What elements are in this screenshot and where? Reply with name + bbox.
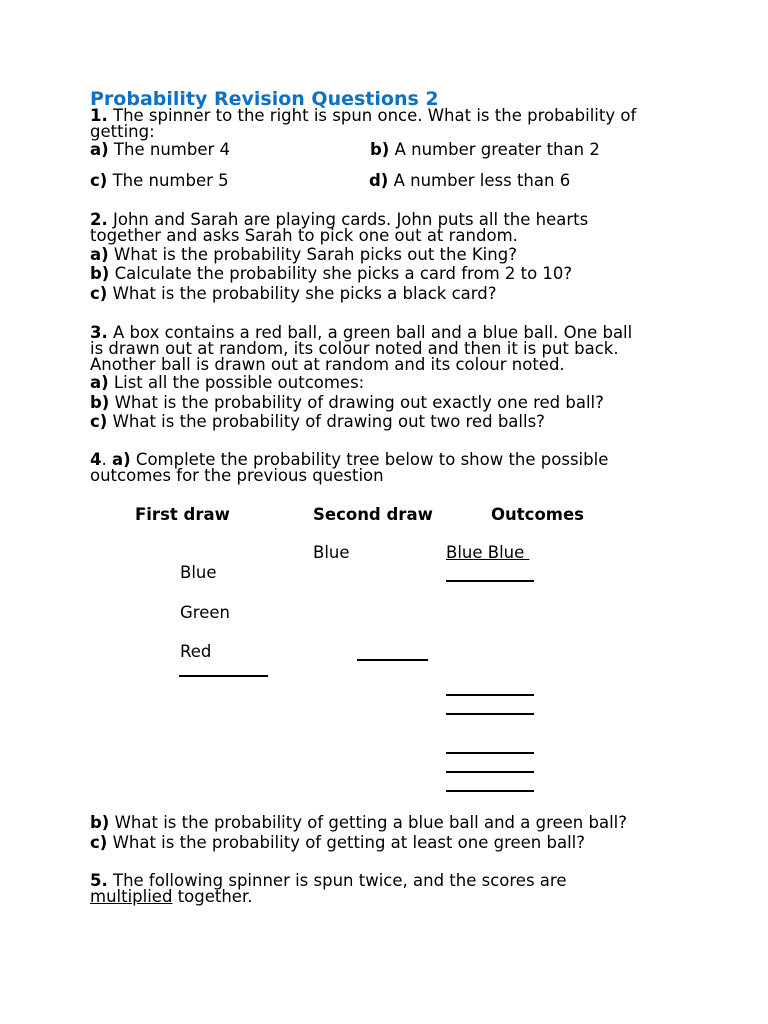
tree-first-blue: Blue — [180, 563, 217, 582]
q2-part-b — [90, 265, 572, 282]
q3-number: 3. — [90, 323, 108, 342]
q3-c-label: c) — [90, 412, 108, 431]
tree-outcome-blue-blue: Blue Blue — [446, 543, 530, 562]
q4-part-c — [90, 834, 585, 851]
q3-text-line1: A box contains a red ball, a green ball and a blue ball. One ball — [107, 323, 633, 342]
q4-c-label: c) — [90, 833, 108, 852]
tree-first-green: Green — [180, 603, 230, 622]
q1-text-line2: getting: — [90, 122, 155, 141]
q3-part-c — [90, 413, 545, 430]
q2-a-text: What is the probability Sarah picks out the King? — [108, 245, 517, 264]
q2-part-c — [90, 285, 496, 302]
q4-dot: . — [101, 450, 112, 469]
q1-c-text: The number 5 — [107, 171, 229, 190]
q3-text-line2: is drawn out at random, its colour noted and then it is put back. — [90, 339, 619, 358]
q1-a-text: The number 4 — [108, 140, 231, 159]
answer-blank — [446, 713, 534, 715]
tree-header-outcomes: Outcomes — [491, 505, 584, 524]
q1-d-text: A number less than 6 — [388, 171, 571, 190]
q1-part-a — [90, 141, 230, 158]
q2-c-label: c) — [90, 284, 108, 303]
page-title: Probability Revision Questions 2 — [90, 88, 439, 110]
q4-b-label: b) — [90, 813, 110, 832]
q3-a-text: List all the possible outcomes: — [108, 373, 365, 392]
q2-c-text: What is the probability she picks a black card? — [107, 284, 497, 303]
q3-c-text: What is the probability of drawing out two red balls? — [107, 412, 545, 431]
q2-b-label: b) — [90, 264, 110, 283]
q5-text-line2: together. — [172, 887, 253, 906]
answer-blank — [446, 694, 534, 696]
q4-number: 4 — [90, 450, 102, 469]
q5-underlined-word: multiplied — [90, 887, 173, 906]
q3-text-line3: Another ball is drawn out at random and its colour noted. — [90, 355, 565, 374]
q2-text-line1: John and Sarah are playing cards. John puts all the hearts — [107, 210, 589, 229]
q2-number: 2. — [90, 210, 108, 229]
q3-b-label: b) — [90, 393, 110, 412]
q5-stem-line2 — [90, 888, 252, 905]
tree-header-first-draw: First draw — [135, 505, 230, 524]
q1-text-line1: The spinner to the right is spun once. What is the probability of — [107, 106, 637, 125]
q1-stem-line1 — [90, 107, 636, 124]
q4-part-b — [90, 814, 627, 831]
q1-part-d — [369, 172, 570, 189]
q1-b-text: A number greater than 2 — [389, 140, 600, 159]
q1-part-c — [90, 172, 229, 189]
answer-blank — [357, 659, 428, 661]
q3-b-text: What is the probability of drawing out exactly one red ball? — [109, 393, 604, 412]
q4-b-text: What is the probability of getting a blue ball and a green ball? — [109, 813, 628, 832]
q1-part-b — [370, 141, 600, 158]
q1-a-label: a) — [90, 140, 109, 159]
answer-blank — [446, 771, 534, 773]
q3-part-a — [90, 374, 364, 391]
q1-b-label: b) — [370, 140, 390, 159]
q1-c-label: c) — [90, 171, 108, 190]
answer-blank — [446, 752, 534, 754]
answer-blank — [446, 790, 534, 792]
q4-c-text: What is the probability of getting at least one green ball? — [107, 833, 586, 852]
q1-number: 1. — [90, 106, 108, 125]
q5-text-line1: The following spinner is spun twice, and the scores are — [107, 871, 567, 890]
q4-text-line2: outcomes for the previous question — [90, 466, 384, 485]
q4-a-label: a) — [111, 450, 131, 469]
q2-a-label: a) — [90, 245, 109, 264]
q1-d-label: d) — [369, 171, 389, 190]
tree-first-red: Red — [180, 642, 212, 661]
q5-number: 5. — [90, 871, 108, 890]
q2-b-text: Calculate the probability she picks a card from 2 to 10? — [109, 264, 573, 283]
answer-blank — [446, 580, 534, 582]
q3-part-b — [90, 394, 604, 411]
answer-blank — [179, 675, 268, 677]
q3-a-label: a) — [90, 373, 109, 392]
q4-text-line1: Complete the probability tree below to show the possible — [130, 450, 609, 469]
tree-header-second-draw: Second draw — [313, 505, 433, 524]
q2-part-a — [90, 246, 517, 263]
tree-second-blue: Blue — [313, 543, 350, 562]
q2-text-line2: together and asks Sarah to pick one out at random. — [90, 226, 518, 245]
